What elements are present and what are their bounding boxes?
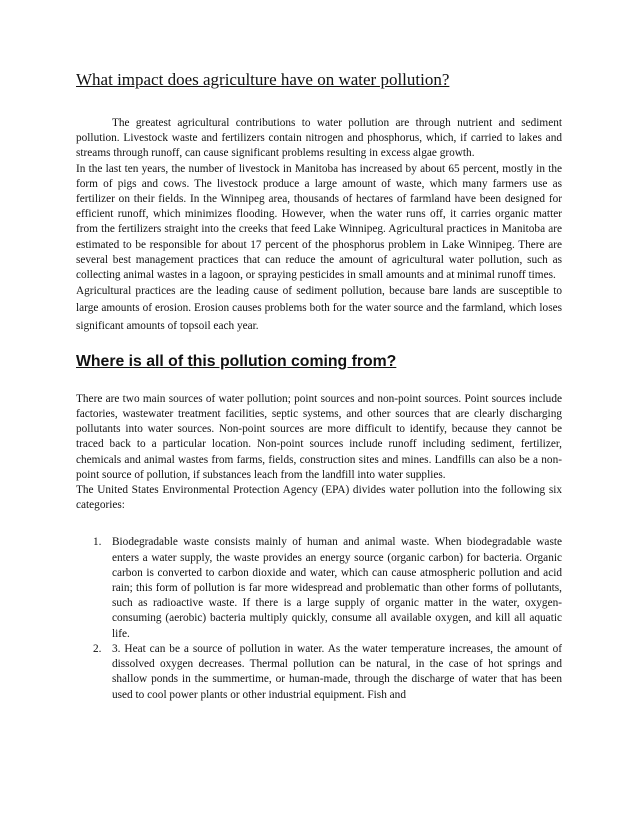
paragraph-point-nonpoint-sources: There are two main sources of water pollution; point sources and non-point sources. Point sources include factories, wastewater treatment facilities, septic systems, and other sources that are clearly discharging pollutants into water sources. Non-point sources are more difficult to identify, because they cannot be traced back to a particular location. Non-point sources include runoff including sediment, fertilizer, chemicals and animal wastes from farms, fields, construction sites and mines. Landfills can also be a non-point source of pollution, if substances leach from the landfill into water supplies. xyxy=(76,392,562,481)
list-item-number: 2. xyxy=(93,642,102,655)
list-item-text: 3. Heat can be a source of pollution in water. As the water temperature increases, the amount of dissolved oxygen decreases. Thermal pollution can be natural, in the case of hot springs and shallow ponds in the summertime, or human-made, through the discharge of water that has been used to cool power plants or other industrial equipment. Fish and xyxy=(112,642,562,701)
paragraph-manitoba-livestock: In the last ten years, the number of livestock in Manitoba has increased by about 65 percent, mostly in the form of pigs and cows. The livestock produce a large amount of waste, which many farmers use as fertilizer on their fields. In the Winnipeg area, thousands of hectares of farmland have been designed for efficient runoff, which minimizes flooding. However, when the water runs off, it carries organic matter from the fertilizers straight into the creeks that feed Lake Winnipeg. Agricultural practices in Manitoba are estimated to be responsible for about 17 percent of the phosphorus problem in Lake Winnipeg. There are several best management practices that can reduce the amount of agricultural water pollution, such as collecting animal wastes in a lagoon, or spraying pesticides in small amounts and at minimal runoff times. xyxy=(76,162,562,282)
list-item-text: Biodegradable waste consists mainly of human and animal waste. When biodegradable waste enters a water supply, the waste provides an energy source (organic carbon) for bacteria. Organic carbon is converted to carbon dioxide and water, which can cause atmospheric pollution and acid rain; this form of pollution is far more widespread and problematic than other forms of pollutants, such as radioactive waste. If there is a large supply of organic matter in the water, oxygen-consuming (aerobic) bacteria multiply quickly, consume all available oxygen, and kill all aquatic life. xyxy=(112,536,562,640)
section-heading-pollution-sources: Where is all of this pollution coming from? xyxy=(76,352,397,370)
document-page xyxy=(76,70,562,703)
paragraph-nutrient-sediment: The greatest agricultural contributions to water pollution are through nutrient and sediment pollution. Livestock waste and fertilizers contain nitrogen and phosphorus, which, if carried to lakes and streams through runoff, can cause significant problems resulting in excess algae growth. xyxy=(76,117,562,160)
document-title: What impact does agriculture have on water pollution? xyxy=(76,70,450,89)
paragraph-epa-categories: The United States Environmental Protection Agency (EPA) divides water pollution into the following six categories: xyxy=(76,484,562,512)
list-item xyxy=(76,535,562,641)
paragraph-sediment-erosion: Agricultural practices are the leading cause of sediment pollution, because bare lands are susceptible to large amounts of erosion. Erosion causes problems both for the water source and the farmland, which loses significant amounts of topsoil each year. xyxy=(76,285,562,332)
list-item xyxy=(76,642,562,703)
list-item-number: 1. xyxy=(93,536,102,549)
pollution-categories-list xyxy=(76,535,562,702)
